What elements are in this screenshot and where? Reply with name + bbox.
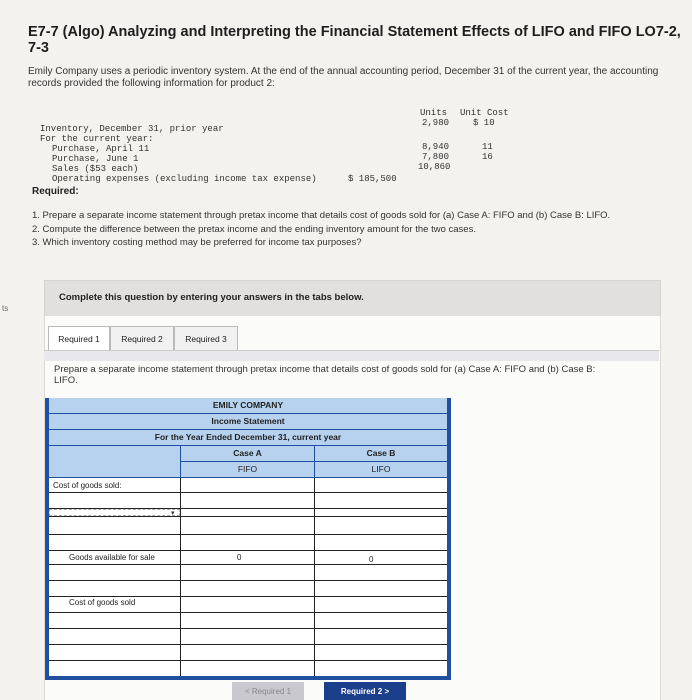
label-header-blank xyxy=(49,446,180,477)
chevron-down-icon[interactable]: ▾ xyxy=(171,510,175,517)
case-b-input[interactable] xyxy=(315,629,447,644)
tab-required-1[interactable]: Required 1 xyxy=(48,326,110,352)
goods-available-case-b: 0 xyxy=(369,555,374,564)
requirement-item: 2. Compute the difference between the pretax income and the ending inventory amount for the two cases. xyxy=(32,223,476,235)
banner-text: Complete this question by entering your answers in the tabs below. xyxy=(59,292,364,303)
case-a-method: FIFO xyxy=(181,462,314,477)
income-statement-sheet xyxy=(45,398,451,680)
inv-row-units: 7,800 xyxy=(422,152,450,162)
statement-period: For the Year Ended December 31, current year xyxy=(49,430,447,445)
unit-cost-header: Unit Cost xyxy=(460,108,509,118)
case-a-input[interactable] xyxy=(181,629,314,644)
requirements-list xyxy=(32,210,662,251)
next-required-button[interactable]: Required 2 > xyxy=(324,682,406,700)
case-a-input[interactable] xyxy=(181,565,314,580)
problem-intro: Emily Company uses a periodic inventory system. At the end of the annual accounting period, December 31 of the current year, the accounting records provided the following information for product 2: xyxy=(28,66,659,89)
statement-name: Income Statement xyxy=(49,414,447,429)
inv-row-label: Purchase, June 1 xyxy=(52,154,139,164)
case-b-header: Case B xyxy=(315,446,447,461)
inv-row-label: Purchase, April 11 xyxy=(52,144,150,154)
inv-row-label: Operating expenses (excluding income tax expense) xyxy=(52,174,317,184)
page-title: E7-7 (Algo) Analyzing and Interpreting the Financial Statement Effects of LIFO and FIFO LO7-2, 7-3 xyxy=(28,24,681,56)
case-a-header: Case A xyxy=(181,446,314,461)
goods-available-case-a: 0 xyxy=(237,553,242,562)
operating-expenses-amount: $ 185,500 xyxy=(348,174,397,184)
required-heading: Required: xyxy=(32,186,79,197)
inv-row-cost: $ 10 xyxy=(473,118,495,128)
tab-underline xyxy=(44,350,659,361)
inv-row-label: Inventory, December 31, prior year xyxy=(40,124,224,134)
requirement-item: 3. Which inventory costing method may be preferred for income tax purposes? xyxy=(32,237,362,248)
inv-row-cost: 16 xyxy=(482,152,493,162)
side-mark: ts xyxy=(2,304,9,313)
statement-body xyxy=(49,478,447,676)
requirement-item: 1. Prepare a separate income statement through pretax income that details cost of goods sold for (a) Case A: FIFO and (b) Case B: LIFO. xyxy=(32,210,611,221)
inv-row-units: 10,860 xyxy=(418,162,451,172)
tab-required-3[interactable]: Required 3 xyxy=(174,326,238,352)
case-a-input[interactable] xyxy=(181,493,314,508)
inv-row-cost: 11 xyxy=(482,142,493,152)
case-b-method: LIFO xyxy=(315,462,447,477)
cost-of-goods-sold-label: Cost of goods sold xyxy=(69,598,136,607)
inv-row-label: For the current year: xyxy=(40,134,154,144)
inv-row-units: 8,940 xyxy=(422,142,450,152)
case-b-input[interactable] xyxy=(315,565,447,580)
inv-row-label: Sales ($53 each) xyxy=(52,164,139,174)
inv-row-units: 2,980 xyxy=(422,118,450,128)
cogs-label: Cost of goods sold: xyxy=(53,481,122,490)
instruction-banner xyxy=(44,280,661,318)
case-b-input[interactable] xyxy=(315,493,447,508)
tab-required-2[interactable]: Required 2 xyxy=(110,326,174,352)
company-name: EMILY COMPANY xyxy=(49,398,447,413)
account-select[interactable] xyxy=(49,509,180,516)
goods-available-label: Goods available for sale xyxy=(69,553,155,562)
units-header: Units xyxy=(420,108,448,118)
tab-instruction: Prepare a separate income statement through pretax income that details cost of goods sold for (a) Case A: FIFO and (b) Case B: LIFO. xyxy=(54,364,596,386)
prev-required-button[interactable]: < Required 1 xyxy=(232,682,304,700)
